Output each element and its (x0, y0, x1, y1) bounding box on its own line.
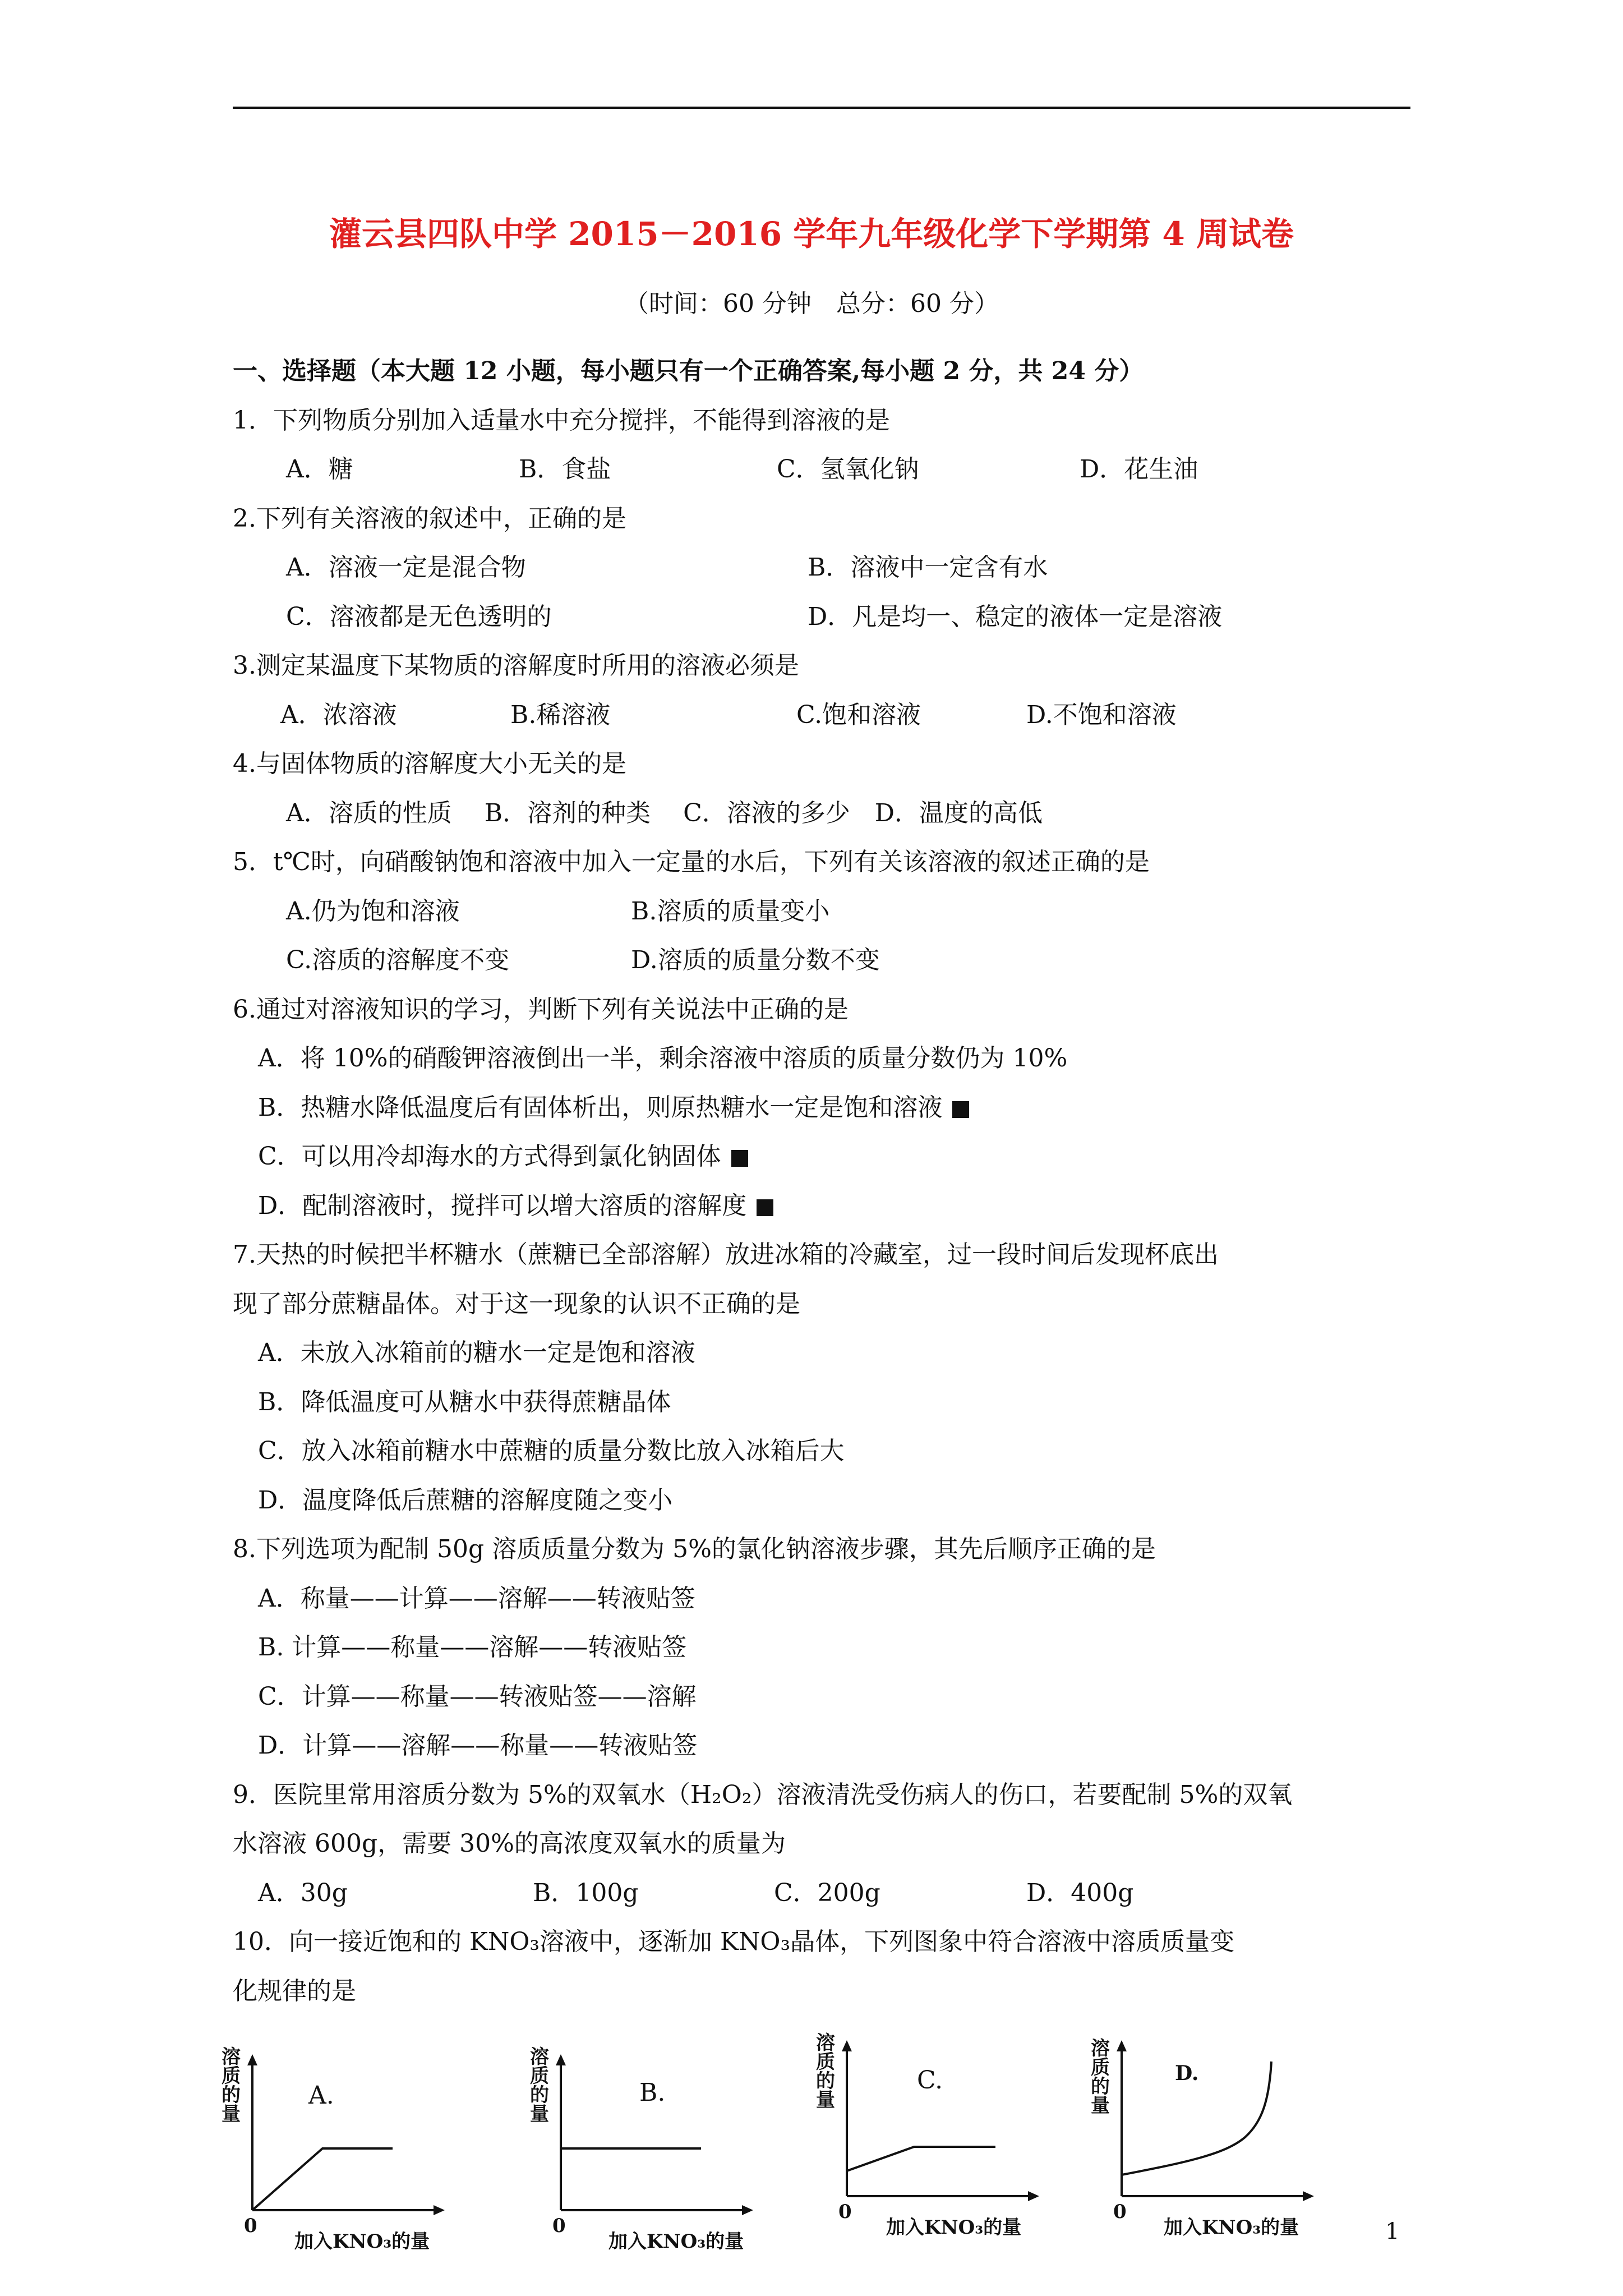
graph-c (816, 2028, 1052, 2239)
q9-option-a: A．30g (258, 1879, 348, 1907)
graph-c-curve (847, 2147, 995, 2171)
q7-option-a: A．未放入冰箱前的糖水一定是饱和溶液 (258, 1338, 695, 1367)
q5-option-c: C.溶质的溶解度不变 (286, 946, 510, 974)
graph-a-curve (252, 2148, 393, 2210)
graph-a-plot (222, 2042, 457, 2227)
q9-option-d: D．400g (1026, 1879, 1134, 1907)
graph-b-ylabel: 溶质的量 (530, 2046, 549, 2125)
q2-stem: 2.下列有关溶液的叙述中，正确的是 (233, 504, 626, 533)
q8-stem: 8.下列选项为配制 50g 溶质质量分数为 5%的氯化钠溶液步骤，其先后顺序正确的是 (233, 1535, 1156, 1563)
q10-stem-line2: 化规律的是 (233, 1977, 356, 2005)
q2-option-c: C．溶液都是无色透明的 (286, 602, 552, 631)
q8-option-a: A．称量——计算——溶解——转液贴签 (258, 1584, 695, 1613)
q5-option-d: D.溶质的质量分数不变 (631, 946, 880, 974)
graph-c-xlabel: 加入KNO₃的量 (886, 2216, 1022, 2239)
q3-option-c: C.饱和溶液 (796, 701, 921, 729)
q9-stem-line1: 9．医院里常用溶质分数为 5%的双氧水（H₂O₂）溶液清洗受伤病人的伤口，若要配制 5%的双氧 (233, 1780, 1293, 1809)
q7-option-b: B．降低温度可从糖水中获得蔗糖晶体 (258, 1388, 671, 1416)
q2-option-a: A．溶液一定是混合物 (286, 553, 526, 582)
page-number: 1 (1385, 2219, 1400, 2244)
q8-option-b: B. 计算——称量——溶解——转液贴签 (258, 1633, 687, 1662)
q1-option-a: A．糖 (286, 455, 353, 484)
graph-a-letter: A. (308, 2081, 334, 2110)
q6-option-d-row (258, 1191, 773, 1220)
graph-c-plot (816, 2028, 1052, 2213)
q6-option-c: C．可以用冷却海水的方式得到氯化钠固体 (258, 1142, 721, 1171)
q7-option-d: D．温度降低后蔗糖的溶解度随之变小 (258, 1486, 673, 1515)
graph-d (1091, 2028, 1326, 2239)
graph-a (222, 2042, 457, 2253)
graph-b-origin: 0 (552, 2215, 566, 2237)
graph-b-plot (530, 2042, 766, 2227)
q6-option-a: A．将 10%的硝酸钾溶液倒出一半，剩余溶液中溶质的质量分数仍为 10% (258, 1044, 1068, 1073)
graph-d-origin: 0 (1113, 2201, 1127, 2223)
graph-d-ylabel: 溶质的量 (1091, 2037, 1110, 2117)
q2-option-b: B．溶液中一定含有水 (808, 553, 1048, 582)
graph-a-xlabel: 加入KNO₃的量 (294, 2230, 430, 2253)
section-heading: 一、选择题（本大题 12 小题，每小题只有一个正确答案,每小题 2 分，共 24 分） (233, 357, 1144, 385)
graph-d-letter: D. (1175, 2062, 1199, 2085)
q3-option-b: B.稀溶液 (510, 701, 611, 729)
exam-info: （时间：60 分钟 总分：60 分） (624, 289, 999, 318)
q9-stem-line2: 水溶液 600g，需要 30%的高浓度双氧水的质量为 (233, 1829, 786, 1858)
q10-stem-line1: 10．向一接近饱和的 KNO₃溶液中，逐渐加 KNO₃晶体，下列图象中符合溶液中溶质质量变 (233, 1927, 1235, 1956)
graph-a-origin: 0 (244, 2215, 257, 2237)
q9-option-b: B．100g (533, 1879, 639, 1907)
q1-option-c: C．氢氧化钠 (777, 455, 919, 484)
q1-option-d: D．花生油 (1080, 455, 1198, 484)
q7-option-c: C．放入冰箱前糖水中蔗糖的质量分数比放入冰箱后大 (258, 1437, 845, 1465)
q8-option-d: D．计算——溶解——称量——转液贴签 (258, 1731, 698, 1760)
q3-option-a: A．浓溶液 (280, 701, 397, 729)
graph-b-xlabel: 加入KNO₃的量 (608, 2230, 744, 2253)
page-title: 灌云县四队中学 2015－2016 学年九年级化学下学期第 4 周试卷 (329, 215, 1294, 253)
square-mark-icon (757, 1199, 773, 1216)
q7-stem-line1: 7.天热的时候把半杯糖水（蔗糖已全部溶解）放进冰箱的冷藏室，过一段时间后发现杯底出 (233, 1240, 1219, 1269)
q6-option-c-row (258, 1144, 748, 1169)
graph-c-ylabel: 溶质的量 (816, 2032, 835, 2111)
q3-stem: 3.测定某温度下某物质的溶解度时所用的溶液必须是 (233, 651, 799, 680)
q1-stem: 1．下列物质分别加入适量水中充分搅拌，不能得到溶液的是 (233, 406, 890, 435)
q2-option-d: D．凡是均一、稳定的液体一定是溶液 (808, 602, 1223, 631)
graph-b (530, 2042, 766, 2253)
q4-stem: 4.与固体物质的溶解度大小无关的是 (233, 749, 626, 778)
q4-options: A．溶质的性质 B．溶剂的种类 C．溶液的多少 D．温度的高低 (286, 799, 1043, 827)
q7-stem-line2: 现了部分蔗糖晶体。对于这一现象的认识不正确的是 (233, 1290, 800, 1318)
graph-c-origin: 0 (838, 2201, 852, 2223)
q6-stem: 6.通过对溶液知识的学习，判断下列有关说法中正确的是 (233, 995, 849, 1024)
graph-a-ylabel: 溶质的量 (222, 2046, 241, 2125)
graph-b-letter: B. (639, 2078, 666, 2107)
q3-option-d: D.不饱和溶液 (1026, 701, 1177, 729)
q9-option-c: C．200g (774, 1879, 880, 1907)
q8-option-c: C．计算——称量——转液贴签——溶解 (258, 1682, 697, 1711)
q1-option-b: B．食盐 (519, 455, 611, 484)
q5-option-a: A.仍为饱和溶液 (286, 897, 460, 926)
q5-option-b: B.溶质的质量变小 (631, 897, 830, 926)
square-mark-icon (952, 1101, 969, 1118)
top-rule (233, 107, 1410, 109)
graph-d-xlabel: 加入KNO₃的量 (1164, 2216, 1299, 2239)
q6-option-d: D．配制溶液时，搅拌可以增大溶质的溶解度 (258, 1191, 747, 1220)
q5-stem: 5．t℃时，向硝酸钠饱和溶液中加入一定量的水后，下列有关该溶液的叙述正确的是 (233, 848, 1150, 876)
q6-option-b: B．热糖水降低温度后有固体析出，则原热糖水一定是饱和溶液 (258, 1093, 943, 1122)
graph-c-letter: C. (917, 2066, 943, 2095)
square-mark-icon (731, 1150, 748, 1167)
q6-option-b-row (258, 1093, 969, 1122)
graph-d-plot (1091, 2028, 1326, 2213)
